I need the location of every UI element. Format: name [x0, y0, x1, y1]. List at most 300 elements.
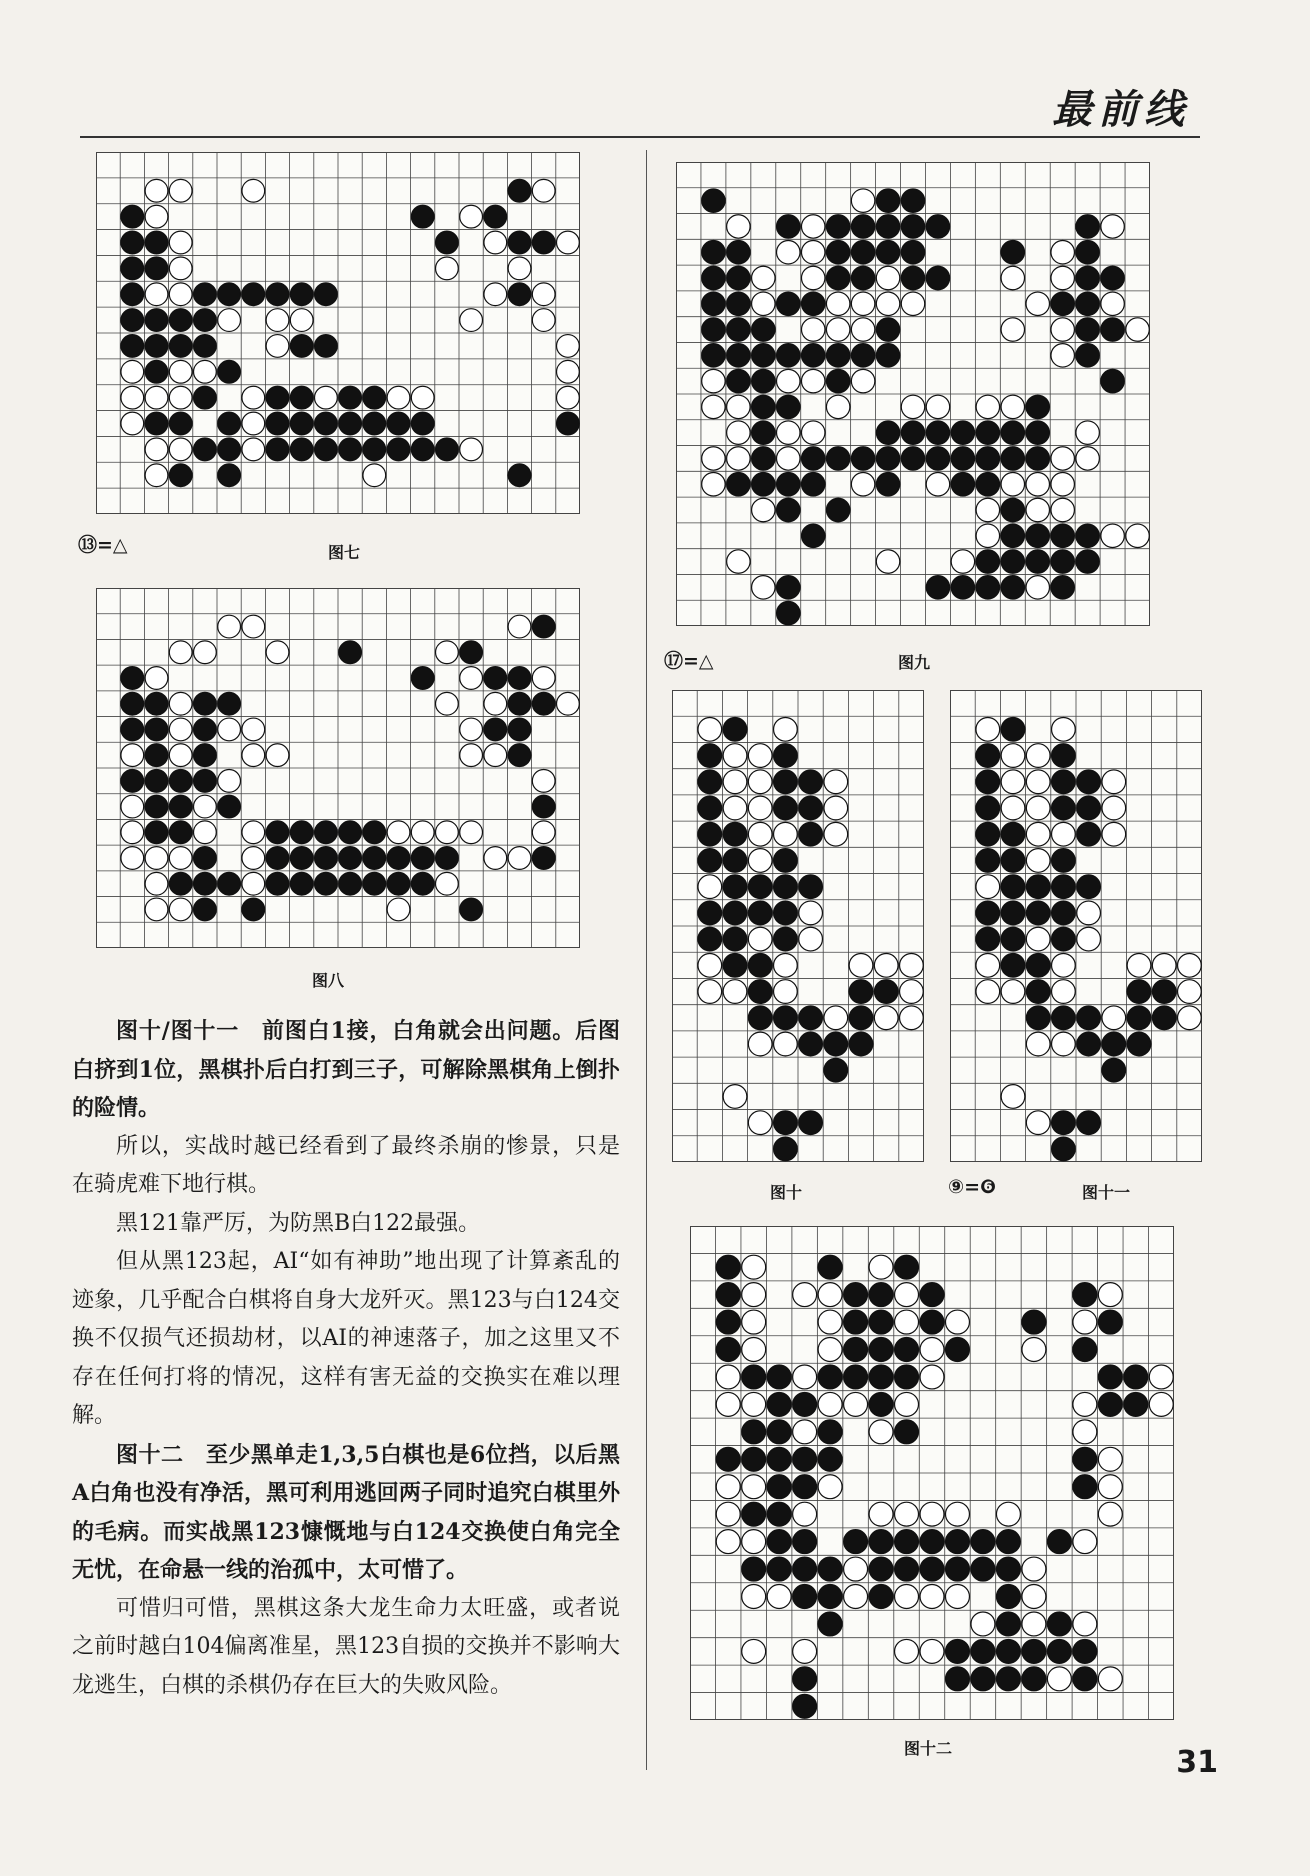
white-stone	[557, 360, 580, 383]
black-stone	[818, 1255, 842, 1279]
black-stone	[876, 189, 899, 212]
white-stone	[742, 1639, 766, 1663]
black-stone	[818, 1447, 842, 1471]
column-divider	[646, 150, 647, 1770]
white-stone	[818, 1338, 842, 1362]
white-stone	[777, 369, 800, 392]
black-stone	[774, 744, 798, 768]
white-stone	[818, 1475, 842, 1499]
white-stone	[900, 980, 924, 1004]
white-stone	[1026, 927, 1050, 951]
white-stone	[242, 386, 265, 409]
white-stone	[436, 257, 459, 280]
black-stone	[971, 1639, 995, 1663]
black-stone	[826, 498, 849, 521]
white-stone	[411, 821, 434, 844]
white-stone	[169, 847, 192, 870]
black-stone	[777, 601, 800, 624]
black-stone	[169, 309, 192, 332]
white-stone	[1026, 1111, 1050, 1135]
white-stone	[801, 421, 824, 444]
white-stone	[1073, 1612, 1097, 1636]
black-stone	[194, 872, 217, 895]
black-stone	[315, 412, 338, 435]
white-stone	[557, 692, 580, 715]
white-stone	[742, 1530, 766, 1554]
white-stone	[951, 550, 974, 573]
go-board-fig9	[676, 162, 1150, 626]
black-stone	[169, 821, 192, 844]
black-stone	[727, 266, 750, 289]
black-stone	[1101, 369, 1124, 392]
black-stone	[799, 1006, 823, 1030]
black-stone	[946, 1557, 970, 1581]
black-stone	[1077, 796, 1101, 820]
black-stone	[971, 1530, 995, 1554]
white-stone	[874, 1006, 898, 1030]
white-stone	[508, 257, 531, 280]
black-stone	[218, 692, 241, 715]
white-stone	[1026, 744, 1050, 768]
black-stone	[698, 796, 722, 820]
black-stone	[818, 1585, 842, 1609]
white-stone	[716, 1502, 740, 1526]
black-stone	[145, 744, 168, 767]
white-stone	[532, 667, 555, 690]
black-stone	[698, 822, 722, 846]
white-stone	[774, 717, 798, 741]
white-stone	[748, 927, 772, 951]
black-stone	[976, 901, 1000, 925]
go-board-fig12	[690, 1226, 1174, 1720]
black-stone	[976, 744, 1000, 768]
white-stone	[1001, 395, 1024, 418]
white-stone	[266, 744, 289, 767]
black-stone	[826, 344, 849, 367]
black-stone	[363, 821, 386, 844]
white-stone	[1076, 421, 1099, 444]
black-stone	[951, 472, 974, 495]
white-stone	[145, 438, 168, 461]
black-stone	[169, 872, 192, 895]
white-stone	[1126, 318, 1149, 341]
white-stone	[1101, 215, 1124, 238]
black-stone	[851, 344, 874, 367]
white-stone	[976, 717, 1000, 741]
black-stone	[976, 796, 1000, 820]
white-stone	[742, 1310, 766, 1334]
black-stone	[851, 266, 874, 289]
black-stone	[767, 1447, 791, 1471]
white-stone	[748, 822, 772, 846]
white-stone	[976, 524, 999, 547]
white-stone	[946, 1310, 970, 1334]
black-stone	[844, 1530, 868, 1554]
black-stone	[218, 872, 241, 895]
black-stone	[767, 1365, 791, 1389]
white-stone	[1101, 292, 1124, 315]
fig10-caption: 图十	[770, 1183, 803, 1202]
black-stone	[774, 770, 798, 794]
white-stone	[1077, 901, 1101, 925]
black-stone	[951, 447, 974, 470]
white-stone	[1052, 980, 1076, 1004]
white-stone	[1051, 240, 1074, 263]
black-stone	[799, 770, 823, 794]
black-stone	[723, 953, 747, 977]
black-stone	[1098, 1310, 1122, 1334]
black-stone	[315, 872, 338, 895]
black-stone	[793, 1475, 817, 1499]
black-stone	[869, 1392, 893, 1416]
white-stone	[774, 980, 798, 1004]
white-stone	[169, 179, 192, 202]
black-stone	[387, 438, 410, 461]
white-stone	[1051, 266, 1074, 289]
white-stone	[1073, 1310, 1097, 1334]
black-stone	[1026, 901, 1050, 925]
white-stone	[946, 1585, 970, 1609]
white-stone	[484, 847, 507, 870]
white-stone	[876, 292, 899, 315]
white-stone	[920, 1365, 944, 1389]
white-stone	[169, 386, 192, 409]
black-stone	[436, 847, 459, 870]
black-stone	[1127, 1006, 1151, 1030]
black-stone	[767, 1392, 791, 1416]
white-stone	[869, 1502, 893, 1526]
black-stone	[1076, 266, 1099, 289]
black-stone	[508, 283, 531, 306]
black-stone	[824, 1032, 848, 1056]
black-stone	[121, 692, 144, 715]
black-stone	[1052, 901, 1076, 925]
white-stone	[1127, 953, 1151, 977]
white-stone	[723, 980, 747, 1004]
black-stone	[777, 292, 800, 315]
white-stone	[801, 318, 824, 341]
white-stone	[818, 1283, 842, 1307]
black-stone	[777, 215, 800, 238]
white-stone	[901, 292, 924, 315]
white-stone	[218, 718, 241, 741]
white-stone	[145, 898, 168, 921]
white-stone	[194, 641, 217, 664]
black-stone	[1047, 1530, 1071, 1554]
black-stone	[363, 872, 386, 895]
white-stone	[1026, 472, 1049, 495]
black-stone	[194, 438, 217, 461]
white-stone	[169, 231, 192, 254]
white-stone	[145, 283, 168, 306]
black-stone	[266, 438, 289, 461]
black-stone	[946, 1338, 970, 1362]
white-stone	[716, 1392, 740, 1416]
black-stone	[218, 412, 241, 435]
black-stone	[976, 927, 1000, 951]
black-stone	[971, 1667, 995, 1691]
black-stone	[290, 847, 313, 870]
black-stone	[976, 421, 999, 444]
black-stone	[339, 641, 362, 664]
white-stone	[716, 1475, 740, 1499]
fig11-note: ⑨=❻	[948, 1176, 997, 1198]
white-stone	[774, 822, 798, 846]
black-stone	[752, 447, 775, 470]
white-stone	[1026, 849, 1050, 873]
black-stone	[849, 1006, 873, 1030]
white-stone	[876, 266, 899, 289]
white-stone	[723, 1085, 747, 1109]
black-stone	[976, 472, 999, 495]
fig11-caption: 图十一	[1082, 1183, 1131, 1202]
black-stone	[996, 1585, 1020, 1609]
black-stone	[484, 718, 507, 741]
board-svg	[96, 152, 580, 514]
white-stone	[532, 179, 555, 202]
black-stone	[742, 1420, 766, 1444]
black-stone	[121, 309, 144, 332]
black-stone	[774, 849, 798, 873]
white-stone	[1001, 266, 1024, 289]
white-stone	[702, 472, 725, 495]
black-stone	[727, 240, 750, 263]
paragraph: 所以，实战时越已经看到了最终杀崩的惨景，只是在骑虎难下地行棋。	[72, 1133, 620, 1197]
white-stone	[723, 744, 747, 768]
white-stone	[508, 847, 531, 870]
white-stone	[1026, 1032, 1050, 1056]
white-stone	[1051, 344, 1074, 367]
white-stone	[1073, 1392, 1097, 1416]
black-stone	[748, 875, 772, 899]
black-stone	[1047, 1612, 1071, 1636]
black-stone	[508, 692, 531, 715]
black-stone	[1076, 550, 1099, 573]
black-stone	[920, 1557, 944, 1581]
black-stone	[826, 447, 849, 470]
white-stone	[920, 1585, 944, 1609]
black-stone	[1076, 215, 1099, 238]
black-stone	[1127, 980, 1151, 1004]
paragraph: 图十/图十一 前图白1接，白角就会出问题。后图白挤到1位，黑棋扑后白打到三子，可解除黑棋角上倒扑的险情。	[72, 1018, 620, 1121]
black-stone	[702, 189, 725, 212]
white-stone	[826, 292, 849, 315]
white-stone	[290, 309, 313, 332]
black-stone	[826, 369, 849, 392]
black-stone	[723, 822, 747, 846]
black-stone	[752, 344, 775, 367]
black-stone	[1076, 292, 1099, 315]
white-stone	[793, 1502, 817, 1526]
white-stone	[121, 795, 144, 818]
white-stone	[194, 795, 217, 818]
white-stone	[818, 1392, 842, 1416]
white-stone	[1052, 822, 1076, 846]
black-stone	[698, 849, 722, 873]
white-stone	[460, 744, 483, 767]
black-stone	[895, 1338, 919, 1362]
white-stone	[1102, 770, 1126, 794]
white-stone	[460, 205, 483, 228]
black-stone	[698, 744, 722, 768]
black-stone	[266, 283, 289, 306]
black-stone	[145, 769, 168, 792]
white-stone	[363, 464, 386, 487]
black-stone	[1052, 927, 1076, 951]
black-stone	[363, 438, 386, 461]
black-stone	[1076, 344, 1099, 367]
black-stone	[851, 447, 874, 470]
white-stone	[1051, 472, 1074, 495]
black-stone	[1022, 1667, 1046, 1691]
black-stone	[895, 1365, 919, 1389]
black-stone	[194, 386, 217, 409]
black-stone	[1001, 953, 1025, 977]
black-stone	[1052, 1111, 1076, 1135]
black-stone	[774, 1006, 798, 1030]
black-stone	[926, 266, 949, 289]
white-stone	[315, 386, 338, 409]
white-stone	[752, 292, 775, 315]
white-stone	[242, 438, 265, 461]
white-stone	[508, 615, 531, 638]
black-stone	[290, 872, 313, 895]
white-stone	[242, 744, 265, 767]
white-stone	[532, 283, 555, 306]
black-stone	[266, 847, 289, 870]
white-stone	[121, 821, 144, 844]
black-stone	[363, 412, 386, 435]
black-stone	[901, 240, 924, 263]
white-stone	[1098, 1447, 1122, 1471]
white-stone	[698, 980, 722, 1004]
black-stone	[363, 847, 386, 870]
go-board-fig11	[950, 690, 1202, 1162]
white-stone	[900, 953, 924, 977]
white-stone	[145, 179, 168, 202]
white-stone	[411, 386, 434, 409]
white-stone	[484, 744, 507, 767]
white-stone	[698, 953, 722, 977]
black-stone	[793, 1585, 817, 1609]
black-stone	[460, 898, 483, 921]
black-stone	[1098, 1392, 1122, 1416]
white-stone	[702, 447, 725, 470]
white-stone	[169, 692, 192, 715]
black-stone	[1077, 875, 1101, 899]
paragraph: 可惜归可惜，黑棋这条大龙生命力太旺盛，或者说之前时越白104偏离准星，黑123自损的交换并不影响大龙逃生，白棋的杀棋仍存在巨大的失败风险。	[72, 1595, 620, 1698]
white-stone	[793, 1420, 817, 1444]
black-stone	[1101, 318, 1124, 341]
white-stone	[748, 1111, 772, 1135]
black-stone	[508, 667, 531, 690]
black-stone	[315, 438, 338, 461]
black-stone	[702, 292, 725, 315]
black-stone	[895, 1420, 919, 1444]
white-stone	[1022, 1612, 1046, 1636]
white-stone	[1178, 953, 1202, 977]
black-stone	[818, 1612, 842, 1636]
white-stone	[748, 744, 772, 768]
black-stone	[774, 901, 798, 925]
black-stone	[1001, 421, 1024, 444]
black-stone	[411, 872, 434, 895]
black-stone	[799, 875, 823, 899]
black-stone	[996, 1667, 1020, 1691]
black-stone	[194, 718, 217, 741]
white-stone	[793, 1365, 817, 1389]
black-stone	[290, 335, 313, 358]
white-stone	[460, 718, 483, 741]
black-stone	[976, 849, 1000, 873]
black-stone	[895, 1557, 919, 1581]
black-stone	[895, 1530, 919, 1554]
black-stone	[723, 849, 747, 873]
white-stone	[824, 770, 848, 794]
white-stone	[242, 847, 265, 870]
fig7-caption: 图七	[328, 543, 361, 562]
black-stone	[1001, 822, 1025, 846]
black-stone	[1026, 875, 1050, 899]
black-stone	[1026, 447, 1049, 470]
black-stone	[851, 215, 874, 238]
white-stone	[1178, 1006, 1202, 1030]
white-stone	[266, 335, 289, 358]
white-stone	[1052, 1032, 1076, 1056]
black-stone	[926, 447, 949, 470]
white-stone	[387, 898, 410, 921]
white-stone	[727, 421, 750, 444]
black-stone	[826, 240, 849, 263]
black-stone	[1073, 1667, 1097, 1691]
black-stone	[1001, 240, 1024, 263]
white-stone	[742, 1255, 766, 1279]
white-stone	[121, 386, 144, 409]
black-stone	[876, 215, 899, 238]
board-svg	[950, 690, 1202, 1162]
black-stone	[1073, 1639, 1097, 1663]
black-stone	[901, 266, 924, 289]
black-stone	[793, 1557, 817, 1581]
white-stone	[1026, 576, 1049, 599]
white-stone	[242, 872, 265, 895]
black-stone	[702, 344, 725, 367]
black-stone	[315, 335, 338, 358]
white-stone	[484, 231, 507, 254]
white-stone	[121, 744, 144, 767]
white-stone	[818, 1310, 842, 1334]
board-grid	[96, 588, 580, 948]
black-stone	[339, 438, 362, 461]
black-stone	[767, 1420, 791, 1444]
black-stone	[169, 335, 192, 358]
black-stone	[1077, 1032, 1101, 1056]
white-stone	[742, 1585, 766, 1609]
black-stone	[169, 412, 192, 435]
black-stone	[436, 438, 459, 461]
white-stone	[387, 821, 410, 844]
black-stone	[849, 980, 873, 1004]
black-stone	[752, 369, 775, 392]
black-stone	[826, 215, 849, 238]
black-stone	[411, 667, 434, 690]
white-stone	[532, 821, 555, 844]
black-stone	[946, 1530, 970, 1554]
black-stone	[1152, 980, 1176, 1004]
black-stone	[748, 953, 772, 977]
black-stone	[145, 335, 168, 358]
black-stone	[1001, 498, 1024, 521]
